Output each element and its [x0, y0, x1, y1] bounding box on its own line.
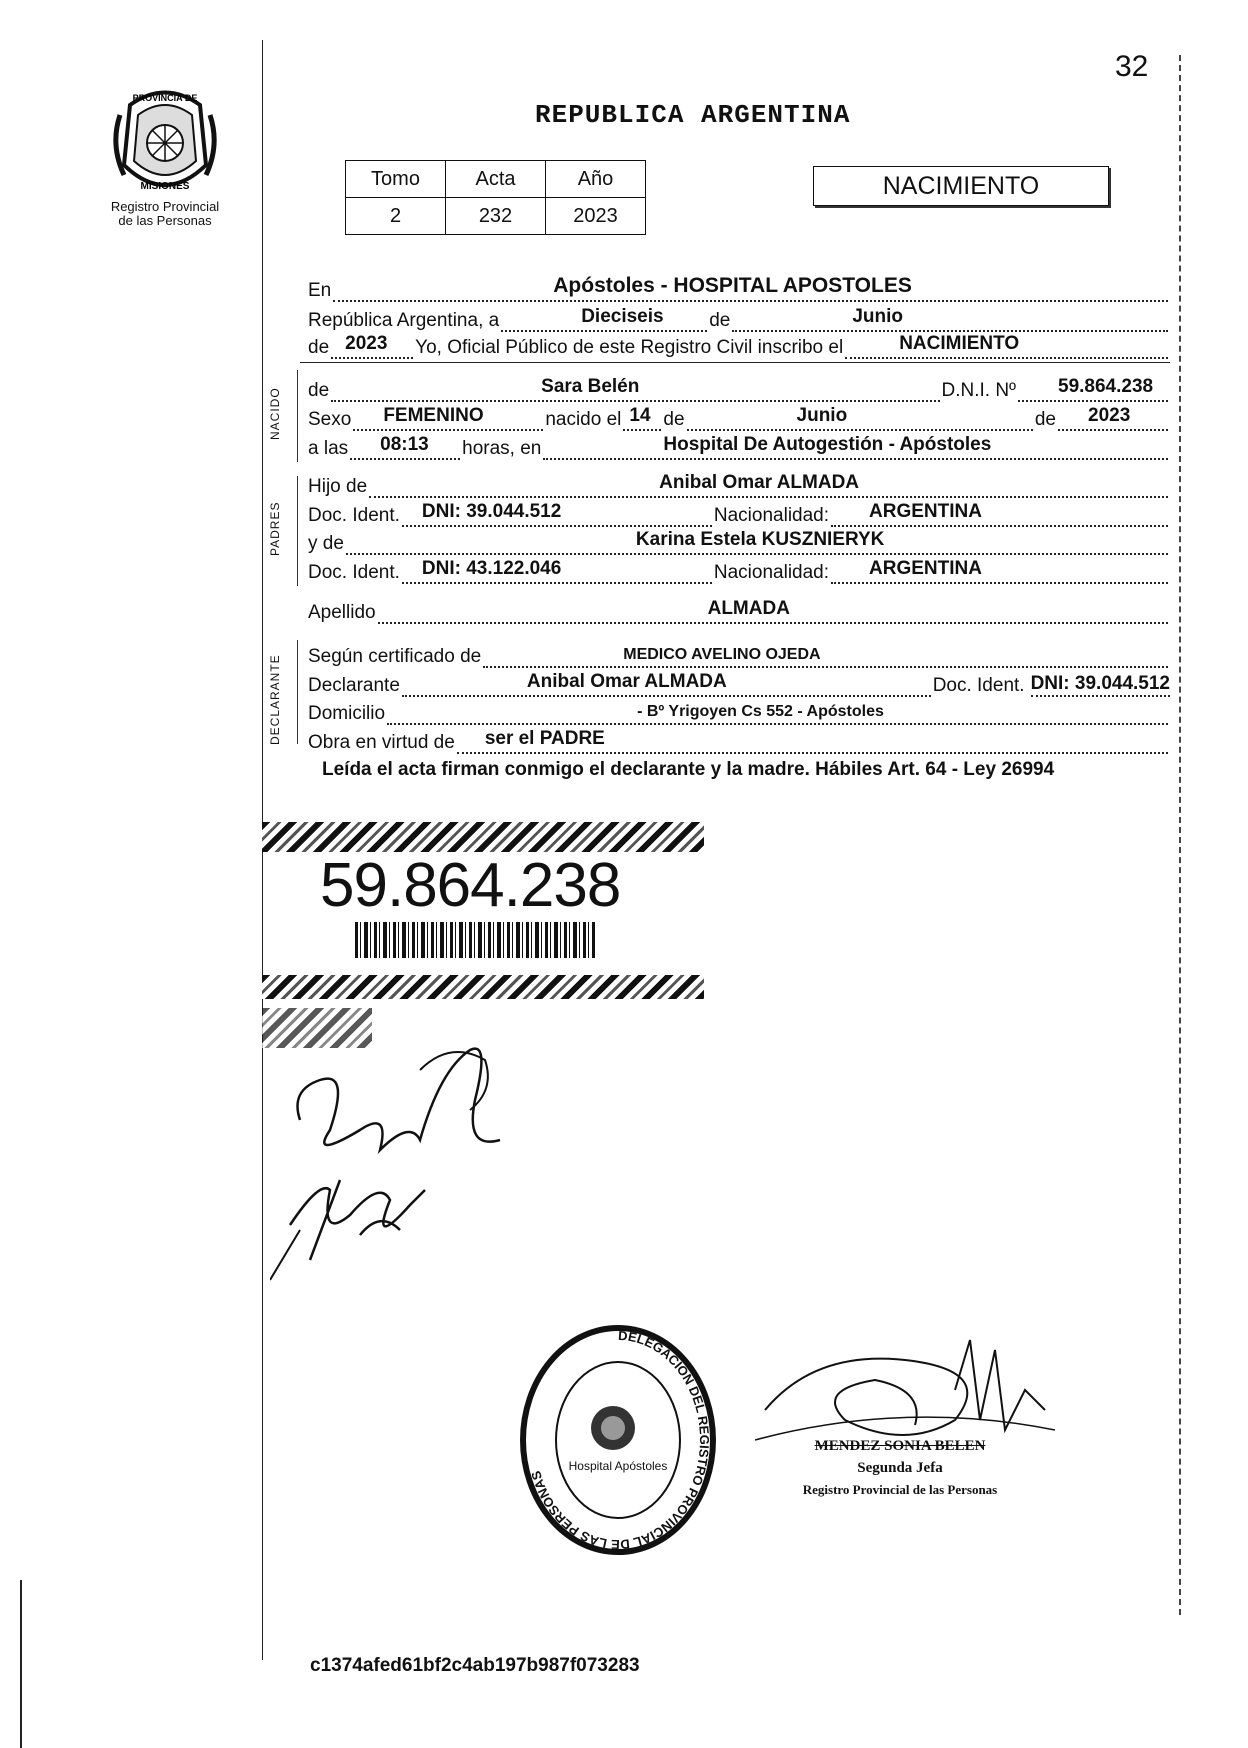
row-sexo — [308, 403, 1170, 431]
stamp-inner-text: Hospital Apóstoles — [568, 1459, 668, 1473]
row-madre-doc — [308, 556, 1170, 584]
table-value-tomo: 2 — [346, 198, 446, 235]
page-title: REPUBLICA ARGENTINA — [535, 100, 851, 130]
mother-nationality: ARGENTINA — [869, 558, 982, 579]
row-padre — [308, 470, 1170, 498]
logo-caption-2: de las Personas — [118, 213, 212, 228]
table-header-acta: Acta — [446, 161, 546, 198]
child-dni: 59.864.238 — [1058, 376, 1154, 397]
mother-doc: DNI: 43.122.046 — [421, 558, 562, 579]
label-horas-en: horas, en — [462, 438, 542, 459]
label-nacido-el: nacido el — [545, 409, 622, 430]
act-day: Dieciseis — [581, 306, 664, 327]
label-father-doc: Doc. Ident. — [308, 505, 400, 526]
stamp-ring-text: DELEGACION DEL REGISTRO PROVINCIAL DE LAS PERSONAS — [528, 1327, 712, 1553]
label-birth-de1: de — [663, 409, 685, 430]
row-declarante — [308, 669, 1170, 697]
official-stamp-icon — [518, 1320, 718, 1560]
document-hash: c1374afed61bf2c4ab197b987f073283 — [310, 1655, 640, 1676]
label-mother-nat: Nacionalidad: — [713, 562, 830, 583]
acts-as: ser el PADRE — [484, 728, 605, 749]
page-number: 32 — [1115, 50, 1149, 83]
label-domicilio: Domicilio — [308, 703, 386, 724]
section-label-padres: PADRES — [268, 501, 282, 556]
official-name: MENDEZ SONIA BELEN — [814, 1438, 986, 1454]
label-en: En — [308, 280, 332, 301]
label-father-nat: Nacionalidad: — [713, 505, 830, 526]
label-declarant-doc: Doc. Ident. — [932, 675, 1025, 696]
section-label-declarante: DECLARANTE — [268, 654, 282, 745]
row-en — [308, 274, 1170, 302]
declarant-name: Anibal Omar ALMADA — [526, 671, 727, 692]
row-domicilio — [308, 697, 1170, 725]
child-sex: FEMENINO — [383, 405, 484, 426]
declarant-doc: DNI: 39.044.512 — [1031, 673, 1170, 697]
barcode-bars — [355, 922, 595, 958]
doc-type-box: NACIMIENTO — [813, 166, 1109, 206]
registry-table — [345, 160, 646, 235]
seal-text-top: PROVINCIA DE — [132, 93, 198, 103]
certificate-by: MEDICO AVELINO OJEDA — [623, 646, 821, 663]
birth-day: 14 — [629, 405, 651, 426]
birth-time: 08:13 — [380, 434, 429, 455]
mother-name: Karina Estela KUSZNIERYK — [635, 529, 885, 550]
security-band-top — [262, 822, 704, 852]
label-a-las: a las — [308, 438, 349, 459]
label-de-month: de — [709, 310, 731, 331]
section-label-nacido: NACIDO — [268, 387, 282, 440]
logo-caption-1: Registro Provincial — [110, 199, 220, 214]
security-band-bottom — [262, 975, 704, 999]
official-role: Segunda Jefa — [857, 1460, 943, 1476]
section-divider — [300, 362, 1170, 363]
label-mother-doc: Doc. Ident. — [308, 562, 400, 583]
child-name: Sara Belén — [541, 376, 640, 397]
act-month: Junio — [852, 306, 903, 327]
act-inscribe-type: NACIMIENTO — [899, 333, 1020, 354]
label-dni: D.N.I. Nº — [941, 380, 1016, 401]
label-name-de: de — [308, 380, 330, 401]
row-padre-doc — [308, 499, 1170, 527]
address: - Bº Yrigoyen Cs 552 - Apóstoles — [637, 703, 884, 720]
surname: ALMADA — [707, 598, 790, 619]
label-y-de: y de — [308, 533, 344, 554]
row-madre — [308, 527, 1170, 555]
section-bar-nacido — [297, 370, 298, 462]
act-place: Apóstoles - HOSPITAL APOSTOLES — [553, 274, 912, 297]
row-apellido — [308, 596, 1170, 624]
label-certificado: Según certificado de — [308, 646, 482, 667]
label-inscribe: Yo, Oficial Público de este Registro Civil inscribo el — [415, 337, 844, 358]
scan-edge-line — [20, 1580, 22, 1748]
right-margin-line — [1179, 55, 1181, 1615]
closing-note: Leída el acta firman conmigo el declarante y la madre. Hábiles Art. 64 - Ley 26994 — [322, 759, 1055, 780]
father-name: Anibal Omar ALMADA — [659, 472, 860, 493]
row-inscribe — [308, 331, 1170, 359]
label-hijo-de: Hijo de — [308, 476, 368, 497]
label-obra: Obra en virtud de — [308, 732, 455, 753]
section-bar-padres — [297, 476, 298, 586]
row-certificado — [308, 640, 1170, 668]
label-sexo: Sexo — [308, 409, 352, 430]
label-birth-de2: de — [1034, 409, 1056, 430]
barcode-number: 59.864.238 — [320, 851, 621, 920]
birth-month: Junio — [796, 405, 848, 426]
provincial-seal-icon — [110, 85, 220, 200]
row-nombre — [308, 374, 1170, 402]
birth-year: 2023 — [1088, 405, 1131, 426]
act-year: 2023 — [345, 333, 388, 354]
registry-logo — [95, 85, 235, 228]
birth-place: Hospital De Autogestión - Apóstoles — [663, 434, 992, 455]
table-value-acta: 232 — [446, 198, 546, 235]
section-bar-declarante — [297, 640, 298, 744]
official-office: Registro Provincial de las Personas — [802, 1482, 998, 1497]
label-declarante: Declarante — [308, 675, 400, 696]
seal-text-bottom: MISIONES — [140, 181, 190, 192]
declarant-signatures-icon — [270, 1030, 550, 1290]
label-republica: República Argentina, a — [308, 310, 500, 331]
father-nationality: ARGENTINA — [869, 501, 982, 522]
table-header-anio: Año — [546, 161, 646, 198]
label-apellido: Apellido — [308, 602, 376, 623]
row-hora — [308, 432, 1170, 460]
row-fecha — [308, 304, 1170, 332]
table-value-anio: 2023 — [546, 198, 646, 235]
father-doc: DNI: 39.044.512 — [421, 501, 562, 522]
label-de-year: de — [308, 337, 330, 358]
table-header-tomo: Tomo — [346, 161, 446, 198]
row-obra — [308, 726, 1170, 754]
